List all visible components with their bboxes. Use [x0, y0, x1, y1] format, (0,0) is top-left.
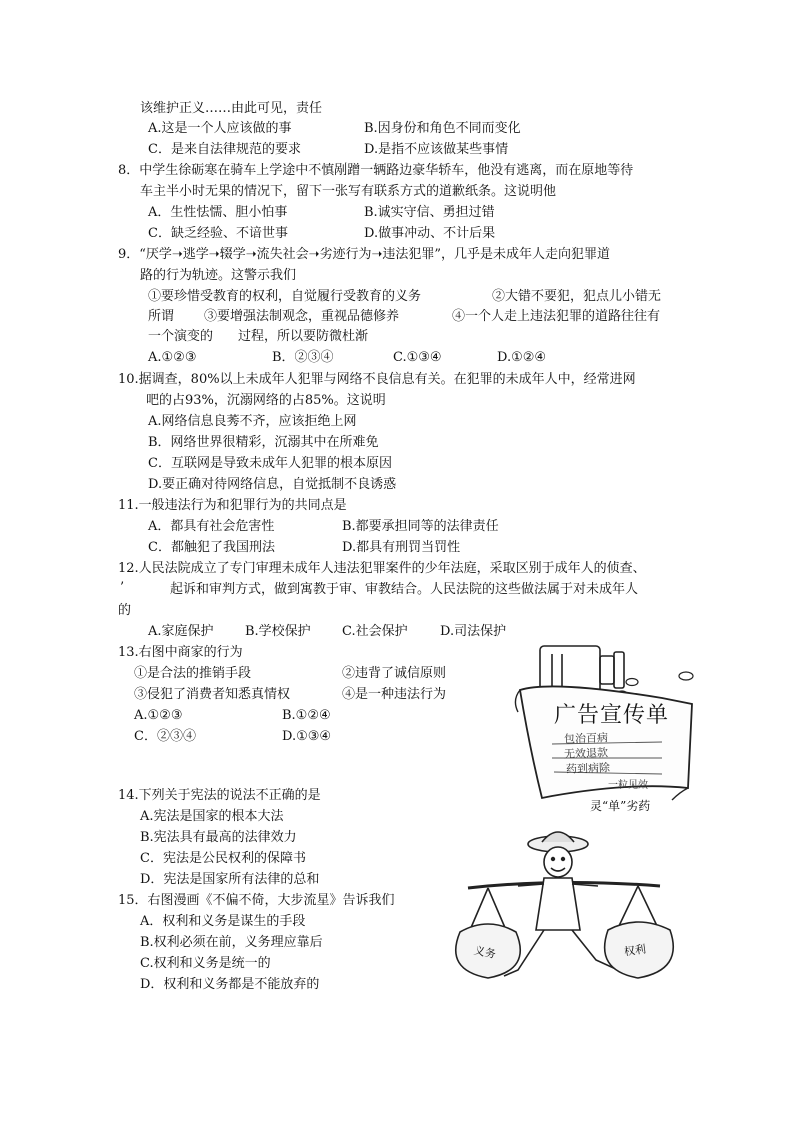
q14-option-a: A.宪法是国家的根本大法 — [140, 809, 284, 824]
q14-option-c: C．宪法是公民权利的保障书 — [140, 851, 306, 866]
q12-stem-line-3: 的 — [118, 603, 132, 618]
q8-option-d: D.做事冲动、不计后果 — [364, 226, 496, 241]
q13-option-d: D.①③④ — [282, 729, 332, 744]
q13-statement-1: ①是合法的推销手段 — [134, 666, 252, 681]
q13-statement-2: ②违背了诚信原则 — [342, 666, 447, 681]
shoulder-pole-drawing — [448, 820, 680, 992]
q13-option-b: B.①②④ — [282, 708, 331, 723]
q15-option-a: A．权利和义务是谋生的手段 — [140, 914, 306, 929]
leaflet-scribble-4: 一粒见效 — [608, 780, 648, 791]
q7-continuation-line: 该维护正义……由此可见，责任 — [140, 101, 323, 116]
q10-stem-line-1: 10.据调查，80%以上未成年人犯罪与网络不良信息有关。在犯罪的未成年人中，经常进网 — [118, 372, 636, 387]
q9-statement-4-cont: 一个演变的 — [148, 329, 214, 344]
leaflet-title: 广告宣传单 — [554, 703, 670, 728]
q9-statement-4: ④一个人走上违法犯罪的道路往往有 — [452, 309, 661, 324]
q12-option-d: D.司法保护 — [440, 624, 507, 639]
q10-option-d: D.要正确对待网络信息，自觉抵制不良诱惑 — [148, 477, 397, 492]
q12-stem-mark: ’ — [120, 580, 125, 595]
q9-statement-2-cont: 所谓 — [148, 309, 175, 324]
q9-statement-2: ②大错不要犯，犯点儿小错无 — [492, 289, 662, 304]
q11-option-b: B.都要承担同等的法律责任 — [342, 519, 499, 534]
leaflet-scribble-3: 药到病除 — [565, 761, 611, 776]
q15-option-c: C.权利和义务是统一的 — [140, 956, 271, 971]
q9-stem-line-2: 路的行为轨迹。这警示我们 — [140, 268, 297, 283]
q11-option-d: D.都具有刑罚当罚性 — [342, 540, 461, 555]
q15-stem-line-1: 15．右图漫画《不偏不倚，大步流星》告诉我们 — [118, 893, 395, 908]
q15-option-b: B.权利必须在前，义务理应靠后 — [140, 935, 323, 950]
shoulder-pole-cartoon — [448, 820, 680, 992]
q9-statement-4-cont-2: 过程，所以要防微杜渐 — [238, 329, 369, 344]
q13-statement-4: ④是一种违法行为 — [342, 687, 447, 702]
q9-option-b: B．②③④ — [272, 350, 334, 365]
q12-stem-line-1: 12.人民法院成立了专门审理未成年人违法犯罪案件的少年法庭，采取区别于成年人的侦查、 — [118, 561, 646, 576]
q9-option-a: A.①②③ — [148, 350, 197, 365]
q10-stem-line-2: 吧的占93%，沉溺网络的占85%。这说明 — [146, 393, 386, 408]
q9-stem-line-1: 9．“厌学➝逃学➝辍学➝流失社会➝劣迹行为➝违法犯罪”，几乎是未成年人走向犯罪道 — [118, 247, 611, 262]
q10-option-c: C．互联网是导致未成年人犯罪的根本原因 — [148, 456, 392, 471]
q9-statement-1: ①要珍惜受教育的权利，自觉履行受教育的义务 — [148, 289, 422, 304]
q13-statement-3: ③侵犯了消费者知悉真情权 — [134, 687, 291, 702]
q9-option-c: C.①③④ — [393, 350, 442, 365]
q7-option-a: A.这是一个人应该做的事 — [148, 121, 292, 136]
q11-option-a: A．都具有社会危害性 — [148, 519, 275, 534]
q12-stem-line-2: 起诉和审判方式，做到寓教于审、审教结合。人民法院的这些做法属于对未成年人 — [170, 582, 639, 597]
ad-leaflet-illustration — [512, 640, 702, 802]
q8-stem-line-2: 车主半小时无果的情况下，留下一张写有联系方式的道歉纸条。这说明他 — [140, 184, 557, 199]
q10-option-b: B．网络世界很精彩，沉溺其中在所难免 — [148, 435, 379, 450]
q7-option-c: C．是来自法律规范的要求 — [148, 142, 301, 157]
q12-option-b: B.学校保护 — [245, 624, 311, 639]
q8-option-a: A．生性怯懦、胆小怕事 — [148, 205, 288, 220]
q11-stem-line-1: 11.一般违法行为和犯罪行为的共同点是 — [118, 498, 347, 513]
q7-option-b: B.因身份和角色不同而变化 — [364, 121, 521, 136]
q12-option-a: A.家庭保护 — [148, 624, 214, 639]
q14-option-b: B.宪法具有最高的法律效力 — [140, 830, 297, 845]
q12-option-c: C.社会保护 — [342, 624, 408, 639]
q10-option-a: A.网络信息良莠不齐，应该拒绝上网 — [148, 414, 357, 429]
leaflet-scribble-2: 无效退款 — [563, 746, 609, 761]
q13-option-c: C．②③④ — [134, 729, 196, 744]
q13-option-a: A.①②③ — [134, 708, 183, 723]
q13-stem-line-1: 13.右图中商家的行为 — [118, 645, 243, 660]
q8-stem-line-1: 8．中学生徐砺寒在骑车上学途中不慎剐蹭一辆路边豪华轿车，他没有逃离，而在原地等待 — [118, 163, 634, 178]
right-bag-label: 权利 — [623, 942, 647, 959]
q15-option-d: D．权利和义务都是不能放弃的 — [140, 977, 320, 992]
q9-option-d: D.①②④ — [497, 350, 547, 365]
leaflet-scribble-1: 包治百病 — [563, 731, 609, 746]
q8-option-c: C．缺乏经验、不谙世事 — [148, 226, 288, 241]
q8-option-b: B.诚实守信、勇担过错 — [364, 205, 495, 220]
q9-statement-3: ③要增强法制观念，重视品德修养 — [204, 309, 400, 324]
leaflet-caption: 灵“单”劣药 — [590, 799, 651, 813]
q11-option-c: C．都触犯了我国刑法 — [148, 540, 275, 555]
left-bag-label: 义务 — [472, 943, 498, 962]
q14-stem-line-1: 14.下列关于宪法的说法不正确的是 — [118, 788, 321, 803]
q7-option-d: D.是指不应该做某些事情 — [364, 142, 509, 157]
q14-option-d: D．宪法是国家所有法律的总和 — [140, 872, 320, 887]
